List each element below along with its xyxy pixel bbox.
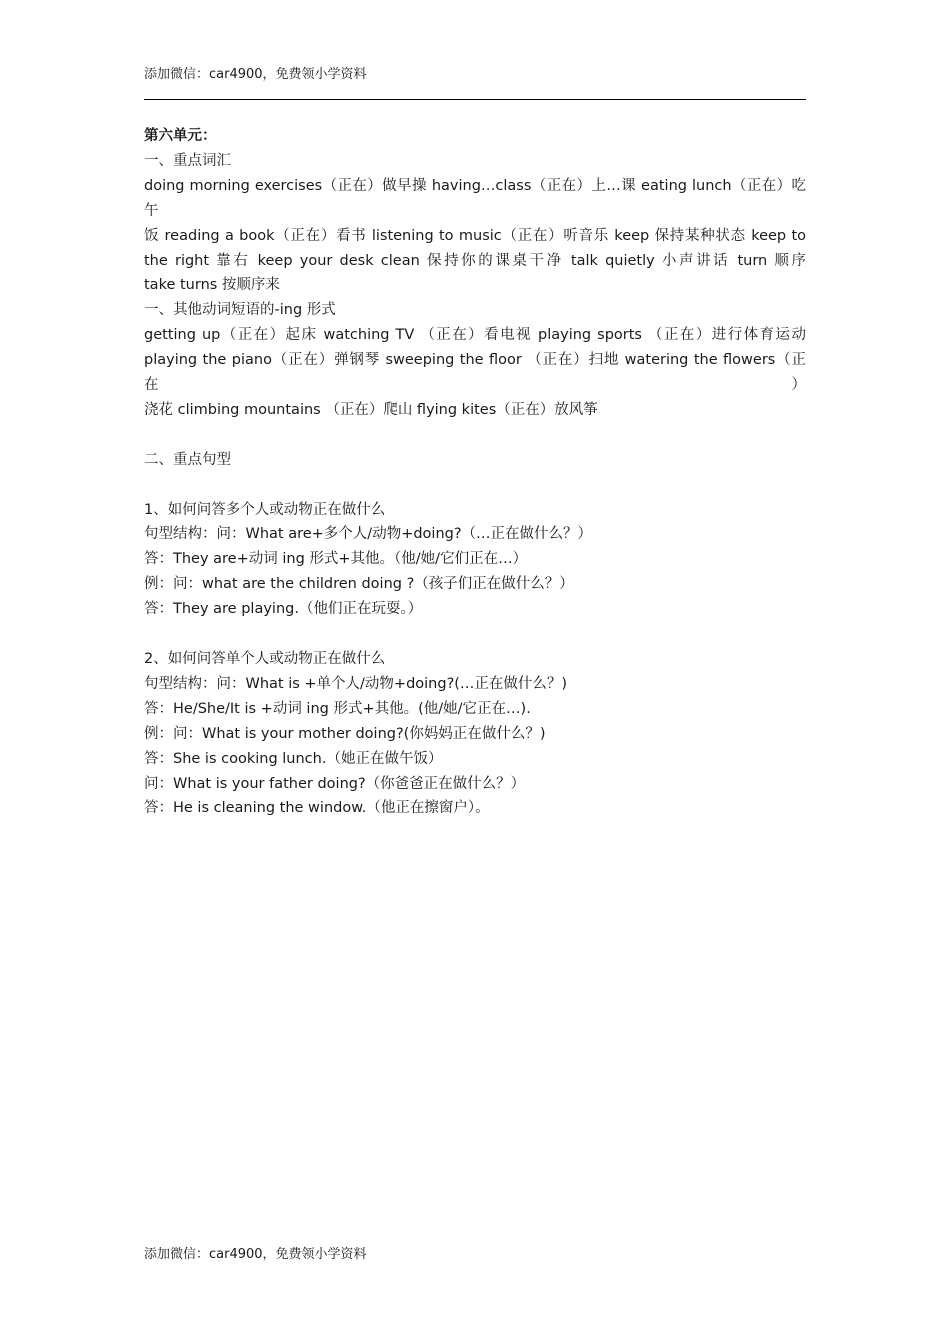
vocab-line: the right 靠右 keep your desk clean 保持你的课桌干净 talk quietly 小声讲话 turn 顺序: [144, 252, 806, 269]
spacer: [144, 423, 806, 448]
header-divider: [144, 99, 806, 100]
ing-forms-line: 浇花 climbing mountains （正在）爬山 flying kites（正在）放风筝: [144, 401, 598, 418]
vocab-heading: 一、重点词汇: [144, 152, 231, 169]
part1-line: 句型结构：问：What are+多个人/动物+doing?（…正在做什么？）: [144, 526, 593, 543]
page-header: 添加微信：car4900，免费领小学资料: [144, 67, 367, 82]
part2-line: 问：What is your father doing?（你爸爸正在做什么？）: [144, 775, 526, 792]
vocab-line: take turns 按顺序来: [144, 277, 280, 294]
part2-line: 例：问：What is your mother doing?(你妈妈正在做什么？): [144, 725, 546, 742]
part1-line: 例：问：what are the children doing ?（孩子们正在做什么？）: [144, 576, 574, 593]
document-body: [144, 124, 806, 821]
vocab-line: 饭 reading a book（正在）看书 listening to music（正在）听音乐 keep 保持某种状态 keep to: [144, 227, 806, 244]
vocab-line: doing morning exercises（正在）做早操 having…class（正在）上…课 eating lunch（正在）吃午: [144, 177, 806, 219]
part1-line: 答：They are+动词 ing 形式+其他。（他/她/它们正在…）: [144, 551, 528, 568]
spacer: [144, 622, 806, 647]
unit-title: 第六单元：: [144, 128, 217, 144]
part2-line: 答：He/She/It is +动词 ing 形式+其他。(他/她/它正在…).: [144, 700, 531, 717]
part1-title: 1、如何问答多个人或动物正在做什么: [144, 501, 386, 518]
part2-line: 句型结构：问：What is +单个人/动物+doing?(…正在做什么？): [144, 675, 568, 692]
part1-line: 答：They are playing.（他们正在玩耍。）: [144, 601, 423, 618]
ing-forms-line: playing the piano（正在）弹钢琴 sweeping the floor （正在）扫地 watering the flowers（正在）: [144, 352, 806, 394]
part2-title: 2、如何问答单个人或动物正在做什么: [144, 650, 386, 667]
sentences-heading: 二、重点句型: [144, 451, 231, 468]
ing-forms-line: getting up（正在）起床 watching TV （正在）看电视 playing sports （正在）进行体育运动: [144, 327, 806, 344]
page-footer: 添加微信：car4900，免费领小学资料: [144, 1247, 367, 1262]
part2-line: 答：She is cooking lunch.（她正在做午饭）: [144, 750, 443, 767]
part2-line: 答：He is cleaning the window.（他正在擦窗户）。: [144, 800, 490, 817]
ing-forms-heading: 一、其他动词短语的-ing 形式: [144, 302, 336, 319]
spacer: [144, 473, 806, 498]
